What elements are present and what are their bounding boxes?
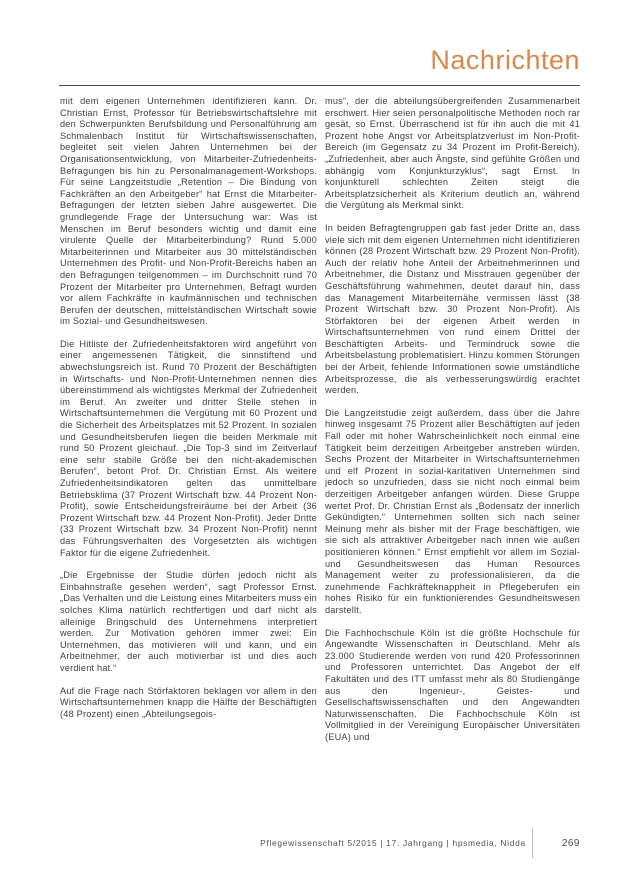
header-rule	[59, 85, 580, 86]
article-paragraph: In beiden Befragtengruppen gab fast jeder Dritte an, dass viele sich mit dem eigenen Unternehmen nicht identifizieren können (28 Prozent Wirtschaft bzw. 29 Prozent Non-Profit). Auch der relativ hohe Anteil der Arbeitnehmerinnen und Arbeitnehmer, die Distanz und Misstrauen gegenüber der Geschäftsführung wahrnehmen, deutet darauf hin, dass das Management Mitarbeiternähe vermissen lässt (38 Prozent Wirtschaft bzw. 30 Prozent Non-Profit). Als Störfaktoren bei der eigenen Arbeit werden in Wirtschaftsunternehmen von rund einem Drittel der Beschäftigten Arbeits- und Termindruck sowie die Arbeitsbelastung problematisiert. Hinzu kommen Störungen bei der Arbeit, fehlende Informationen sowie umständliche Arbeitsprozesse, die als verbesserungswürdig erachtet werden.	[325, 222, 580, 396]
article-paragraph: Auf die Frage nach Störfaktoren beklagen vor allem in den Wirtschaftsunternehmen knapp die Hälfte der Beschäftigten (48 Prozent) einen „Abteilungsegois-	[60, 685, 317, 719]
article-paragraph: „Die Ergebnisse der Studie dürfen jedoch nicht als Einbahnstraße gesehen werden“, sagt Professor Ernst. „Das Verhalten und die Leistung eines Mitarbeiters muss ein solches Klima natürlich rechtfertigen und darf nicht als alleinige Bringschuld des Unternehmens interpretiert werden. Zur Motivation gehören immer zwei: Ein Unternehmen, das motivieren will und kann, und ein Arbeitnehmer, der auch motivierbar ist und dies auch verdient hat.“	[60, 570, 317, 673]
footer-divider	[532, 828, 533, 858]
page-title: Nachrichten	[430, 45, 580, 75]
page-number: 269	[561, 837, 580, 849]
article-paragraph: mus“, der die abteilungsübergreifenden Zusammenarbeit erschwert. Hier seien personalpolitische Methoden noch rar gesät, so Ernst. Überraschend ist für ihn auch die mit 41 Prozent hohe Angst vor Arbeitsplatzverlust im Non-Profit-Bereich (im Gegensatz zu 34 Prozent im Profit-Bereich). „Zufriedenheit, aber auch Ängste, sind gefühlte Größen und abhängig vom Konjunkturzyklus“, sagt Ernst. In konjunkturell schlechten Zeiten steigt die Arbeitsplatzsicherheit als Kriterium deutlich an, während die Vergütung als Merkmal sinkt.	[325, 96, 580, 211]
article-paragraph: Die Hitliste der Zufriedenheitsfaktoren wird angeführt von einer angemessenen Tätigkeit, die sinnstiftend und abwechslungsreich ist. Rund 70 Prozent der Beschäftigten in Wirtschafts- und Non-Profit-Unternehmen nennen dies übereinstimmend als wichtigstes Merkmal der Zufriedenheit im Beruf. An zweiter und dritter Stelle stehen in Wirtschaftsunternehmen die Vergütung mit 60 Prozent und die Sicherheit des Arbeitsplatzes mit 52 Prozent. In sozialen und Gesundheitsberufen liegen die beiden Merkmale mit rund 50 Prozent gleichauf. „Die Top-3 sind im Zeitverlauf eine sehr stabile Größe bei den nicht-akademischen Berufen“, betont Prof. Dr. Christian Ernst. Als weitere Zufriedenheitsindikatoren gelten das unmittelbare Betriebsklima (37 Prozent Wirtschaft bzw. 44 Prozent Non-Profit), sowie Entscheidungsfreiräume bei der Arbeit (36 Prozent Wirtschaft bzw. 44 Prozent Non-Profit). Jeder Dritte (33 Prozent Wirtschaft bzw. 34 Prozent Non-Profit) nennt das Führungsverhalten des Vorgesetzten als wichtigen Faktor für die eigene Zufriedenheit.	[60, 338, 317, 558]
article-paragraph: mit dem eigenen Unternehmen identifizieren kann. Dr. Christian Ernst, Professor für Betriebswirtschaftslehre mit den Schwerpunkten Berufsbildung und Personalführung am Schmalenbach Institut für Wirtschaftswissenschaften, begleitet seit vielen Jahren Unternehmen bei der Organisationsentwicklung, von Mitarbeiter-Zufriedenheits-Befragungen bis hin zu Personalmanagement-Workshops. Für seine Langzeitstudie „Retention – Die Bindung von Fachkräften an den Arbeitgeber“ hat Ernst die Mitarbeiter-Befragungen der letzten sieben Jahre ausgewertet. Die grundlegende Frage der Untersuchung war: Was ist Menschen im Beruf besonders wichtig und damit eine virulente Quelle der Mitarbeiterbindung? Rund 5.000 Mitarbeiterinnen und Mitarbeiter aus 30 mittelständischen Unternehmen des Profit- und Non-Profit-Bereichs haben an den Befragungen teilgenommen – im Durchschnitt rund 70 Prozent der Mitarbeiter pro Unternehmen. Befragt wurden vor allem Fachkräfte in kaufmännischen und technischen Berufen der deutschen, mittelständischen Wirtschaft sowie im Sozial- und Gesundheitswesen.	[60, 96, 317, 327]
journal-info: Pflegewissenschaft 5/2015 | 17. Jahrgang | hpsmedia, Nidda	[260, 838, 526, 848]
article-paragraph: Die Fachhochschule Köln ist die größte Hochschule für Angewandte Wissenschaften in Deutschland. Mehr als 23.000 Studierende werden von rund 420 Professorinnen und Professoren unterrichtet. Das Angebot der elf Fakultäten und des ITT umfasst mehr als 80 Studiengänge aus den Ingenieur-, Geistes- und Gesellschaftswissenschaften und den Angewandten Naturwissenschaften. Die Fachhochschule Köln ist Vollmitglied in der Vereinigung Europäischer Universitäten (EUA) und	[325, 627, 580, 742]
right-column	[325, 96, 580, 754]
article-paragraph: Die Langzeitstudie zeigt außerdem, dass über die Jahre hinweg insgesamt 75 Prozent aller Beschäftigten auf jeden Fall oder mit hoher Wahrscheinlichkeit noch einmal eine Tätigkeit beim derzeitigen Arbeitgeber anstreben würden. Sechs Prozent der Mitarbeiter in Wirtschaftsunternehmen und elf Prozent in sozial-karitativen Unternehmen sind jedoch so unzufrieden, dass sie nicht noch einmal beim derzeitigen Arbeitgeber anfangen würden. Diese Gruppe wertet Prof. Dr. Christian Ernst als „Bodensatz der innerlich Gekündigten.“ Unternehmen sollten sich nach seiner Meinung mehr als bisher mit der Frage beschäftigen, wie sie sich als attraktiver Arbeitgeber nach innen wie außen positionieren können.“ Ernst empfiehlt vor allem im Sozial- und Gesundheitswesen das Human Resources Management weiter zu professionalisieren, da die zunehmende Fachkräfteknappheit in Pflegeberufen ein hohes Risiko für ein funktionierendes Gesundheitswesen darstellt.	[325, 407, 580, 615]
page-footer	[260, 828, 580, 858]
left-column	[60, 96, 317, 731]
